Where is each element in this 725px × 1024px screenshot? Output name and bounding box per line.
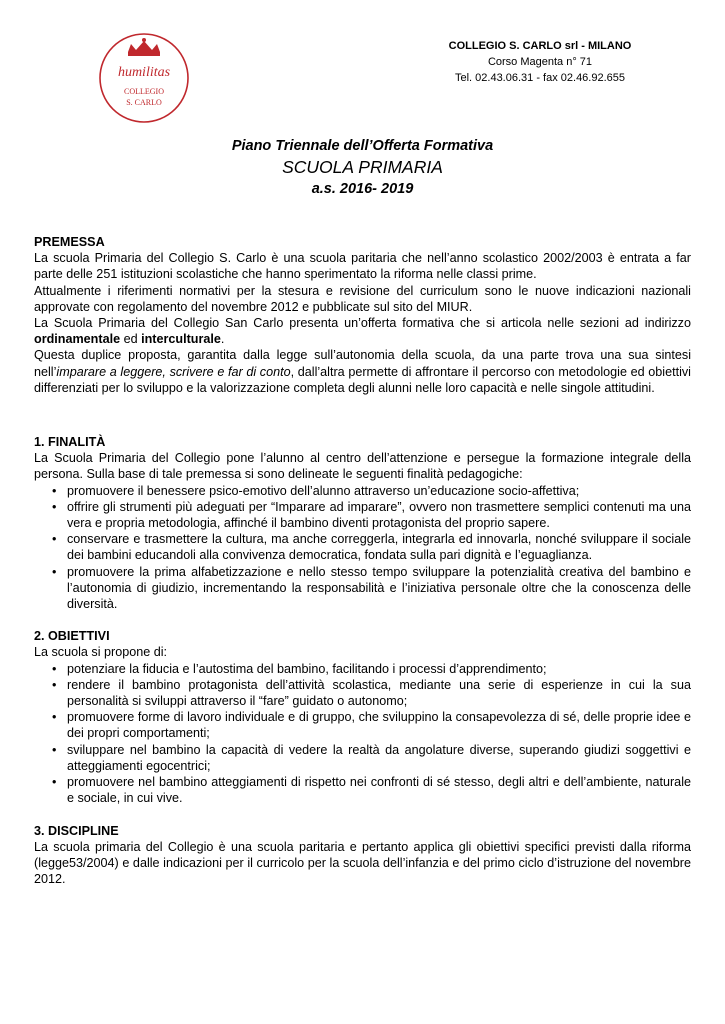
discipline-p1: La scuola primaria del Collegio è una scuola paritaria e pertanto applica gli obiettivi specifici previsti dalla riforma (legge53/2004) e dalle indicazioni per il curricolo per la scuola dell’infanzia e del primo ciclo d’istruzione del novembre 2012. (34, 839, 691, 887)
company-name: COLLEGIO S. CARLO srl - MILANO (448, 40, 632, 52)
list-item (34, 709, 691, 741)
bullet-icon: • (52, 483, 57, 498)
premessa-p1: La scuola Primaria del Collegio S. Carlo è una scuola paritaria che nell’anno scolastico 2002/2003 è entrata a far parte delle 251 istituzioni scolastiche che hanno sperimentato la riforma nelle classi prime. (34, 251, 691, 282)
list-item (34, 564, 691, 613)
bullet-icon: • (52, 564, 57, 579)
college-logo (98, 32, 190, 124)
list-item-text: rendere il bambino protagonista dell’attività scolastica, mediante una serie di esperienze in cui la sua personalità si sviluppi attraverso il “fare” guidato o autonomo; (67, 677, 691, 709)
list-item (34, 483, 691, 499)
bullet-icon: • (52, 677, 57, 692)
document-body (34, 234, 691, 903)
list-item-text: sviluppare nel bambino la capacità di vedere la realtà da angolature diverse, superando giudizi soggettivi e atteggiamenti egocentrici; (67, 742, 691, 773)
premessa-p3-text-c: ed (120, 332, 142, 347)
premessa-p3 (34, 315, 691, 347)
title-line-2: SCUOLA PRIMARIA (282, 157, 443, 177)
bullet-icon: • (52, 710, 57, 725)
list-item (34, 742, 691, 774)
list-item-text: promuovere forme di lavoro individuale e di gruppo, che sviluppino la consapevolezza di sé, delle proprie idee e dei propri comportamenti; (67, 710, 691, 741)
premessa-p4-text-b: , dall’altra permette di affrontare il percorso con metodologie ed obiettivi differenziati per lo sviluppo e la valorizzazione completa degli alunni nelle loro capacità e nelle singole attitudini. (34, 364, 691, 395)
bullet-icon: • (52, 532, 57, 547)
obiettivi-list (34, 661, 691, 807)
list-item (34, 774, 691, 806)
list-item-text: potenziare la fiducia e l’autostima del bambino, facilitando i processi d’apprendimento; (67, 661, 547, 676)
list-item-text: conservare e trasmettere la cultura, ma anche correggerla, integrarla ed innovarla, nonché sviluppare il sociale dei bambini educandoli alla convivenza democratica, fondata sulla pari dignità e l’eguaglianza. (67, 532, 691, 563)
company-address: Corso Magenta n° 71 (487, 56, 593, 68)
finalita-intro: La Scuola Primaria del Collegio pone l’alunno al centro dell’attenzione e persegue la formazione integrale della persona. Sulla base di tale premessa si sono delineate le seguenti finalità pedagogiche: (34, 451, 691, 482)
premessa-p3-bold-2: interculturale (141, 332, 221, 347)
section-finalita (34, 434, 691, 612)
list-item-text: offrire gli strumenti più adeguati per “Imparare ad imparare”, ovvero non trasmettere semplici contenuti ma una vera e propria metodologia, affinché il bambino diventi protagonista del proprio sapere. (67, 499, 691, 531)
company-contact: Tel. 02.43.06.31 - fax 02.46.92.655 (454, 72, 626, 84)
bullet-icon: • (52, 499, 57, 514)
obiettivi-intro: La scuola si propone di: (34, 645, 168, 660)
list-item-text: promuovere nel bambino atteggiamenti di rispetto nei confronti di sé stesso, degli altri e dell’ambiente, naturale e sociale, in cui vive. (67, 775, 691, 806)
bullet-icon: • (52, 661, 57, 676)
finalita-heading: 1. FINALITÀ (34, 435, 106, 450)
premessa-p3-text-d: . (220, 332, 225, 347)
crown-icon (128, 38, 160, 56)
section-premessa (34, 234, 691, 396)
section-discipline (34, 823, 691, 888)
discipline-heading: 3. DISCIPLINE (34, 823, 119, 838)
list-item-text: promuovere il benessere psico-emotivo dell’alunno attraverso un’educazione socio-affettiva; (67, 483, 580, 498)
premessa-p3-text-a: La Scuola Primaria del Collegio San Carlo presenta un’offerta formativa che si articola nelle sezioni ad indirizzo (34, 316, 691, 331)
premessa-p3-bold-1: ordinamentale (34, 332, 121, 347)
logo-line-2: S. CARLO (126, 98, 162, 107)
premessa-p2: Attualmente i riferimenti normativi per la stesura e revisione del curriculum sono le nuove indicazioni nazionali approvate con regolamento del novembre 2012 e pubblicate sul sito del MIUR. (34, 283, 691, 314)
title-line-3: a.s. 2016- 2019 (311, 181, 414, 197)
section-obiettivi (34, 628, 691, 806)
premessa-p4-text-a: Questa duplice proposta, garantita dalla legge sull’autonomia della scuola, da una parte trova una sua sintesi nell’ (34, 348, 691, 379)
document-title (0, 136, 725, 200)
logo-motto: humilitas (117, 65, 171, 80)
list-item (34, 661, 691, 677)
list-item (34, 531, 691, 563)
letterhead (410, 38, 670, 86)
list-item (34, 499, 691, 531)
title-line-1: Piano Triennale dell’Offerta Formativa (231, 138, 494, 154)
bullet-icon: • (52, 775, 57, 790)
obiettivi-heading: 2. OBIETTIVI (34, 629, 110, 644)
finalita-list (34, 483, 691, 613)
logo-line-1: COLLEGIO (124, 87, 164, 96)
premessa-heading: PREMESSA (34, 235, 105, 249)
premessa-p4 (34, 347, 691, 396)
list-item (34, 677, 691, 709)
bullet-icon: • (52, 742, 57, 757)
premessa-p4-italic: imparare a leggere, scrivere e far di conto (56, 364, 291, 379)
list-item-text: promuovere la prima alfabetizzazione e nello stesso tempo sviluppare la potenzialità creativa del bambino e l’autonomia di giudizio, incrementando la responsabilità e l’iniziativa personale oltre che la conoscenza delle diversità. (67, 564, 691, 612)
